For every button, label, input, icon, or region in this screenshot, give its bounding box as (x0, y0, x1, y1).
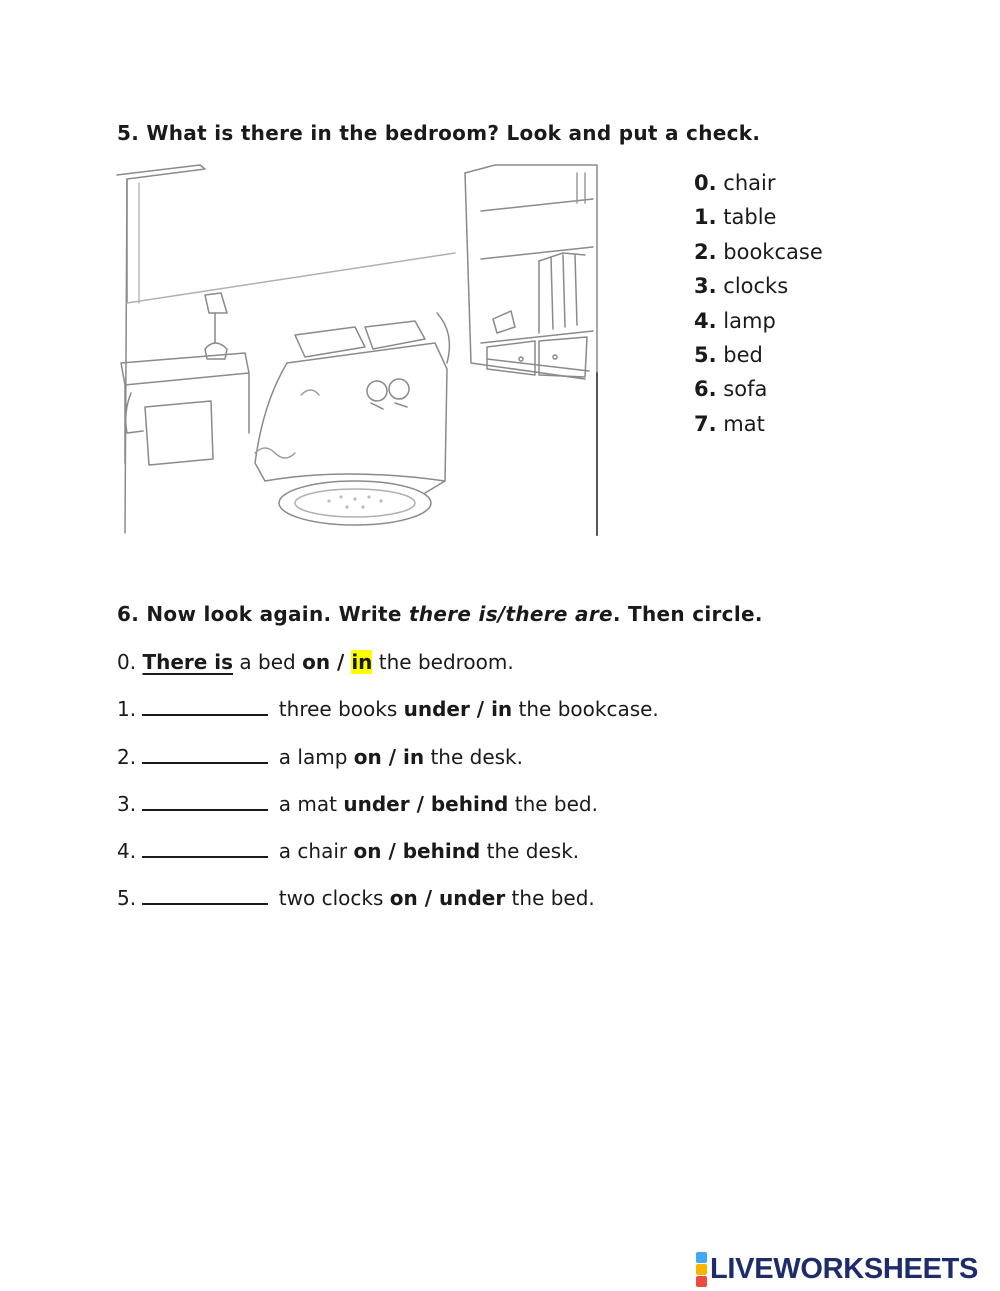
option-2-highlighted: in (351, 650, 373, 674)
option-1[interactable]: under (343, 791, 410, 816)
answer-blank[interactable] (142, 791, 268, 811)
liveworksheets-logo[interactable] (696, 1252, 978, 1286)
option-1[interactable]: on (353, 839, 382, 864)
option-1[interactable]: on (389, 886, 418, 911)
example-answer: There is (142, 650, 234, 674)
sentence-row: 4. a chair on / behind the desk. (117, 839, 580, 864)
sentence-row: 1. three books under / in the bookcase. (117, 697, 659, 722)
section-6-title: 6. Now look again. Write there is/there are. Then circle. (117, 602, 763, 626)
logo-tile (696, 1264, 707, 1275)
list-item[interactable]: 3. clocks (694, 274, 789, 299)
sentence-row: 2. a lamp on / in the desk. (117, 744, 523, 769)
list-item[interactable]: 6. sofa (694, 377, 768, 402)
answer-blank[interactable] (142, 744, 268, 764)
option-2[interactable]: behind (402, 839, 481, 864)
logo-wordmark: LIVEWORKSHEETS (710, 1252, 979, 1285)
bedroom-illustration (115, 163, 600, 536)
option-2[interactable]: in (491, 697, 513, 722)
option-2[interactable]: under (438, 886, 506, 911)
option-2[interactable]: in (403, 744, 425, 769)
section-5-title: 5. What is there in the bedroom? Look and put a check. (117, 121, 761, 145)
sentence-row: 3. a mat under / behind the bed. (117, 791, 598, 816)
list-item[interactable]: 0. chair (694, 171, 776, 195)
logo-tile (696, 1276, 707, 1287)
sentence-row: 5. two clocks on / under the bed. (117, 886, 595, 911)
list-item[interactable]: 4. lamp (694, 308, 776, 333)
logo-tiles-icon (696, 1252, 707, 1287)
answer-blank[interactable] (142, 885, 268, 905)
answer-blank[interactable] (142, 838, 268, 858)
list-item[interactable]: 5. bed (694, 342, 763, 367)
option-1: on (302, 650, 331, 674)
list-item[interactable]: 7. mat (694, 411, 765, 436)
option-1[interactable]: on (353, 744, 382, 769)
answer-blank[interactable] (142, 696, 268, 716)
item-list (694, 168, 823, 443)
sentence-list (117, 648, 659, 932)
list-item[interactable]: 1. table (694, 205, 777, 230)
list-item[interactable]: 2. bookcase (694, 239, 823, 264)
logo-tile (696, 1252, 707, 1263)
example-sentence: 0. There is a bed on / in the bedroom. (117, 650, 514, 674)
option-2[interactable]: behind (430, 791, 509, 816)
option-1[interactable]: under (403, 697, 470, 722)
